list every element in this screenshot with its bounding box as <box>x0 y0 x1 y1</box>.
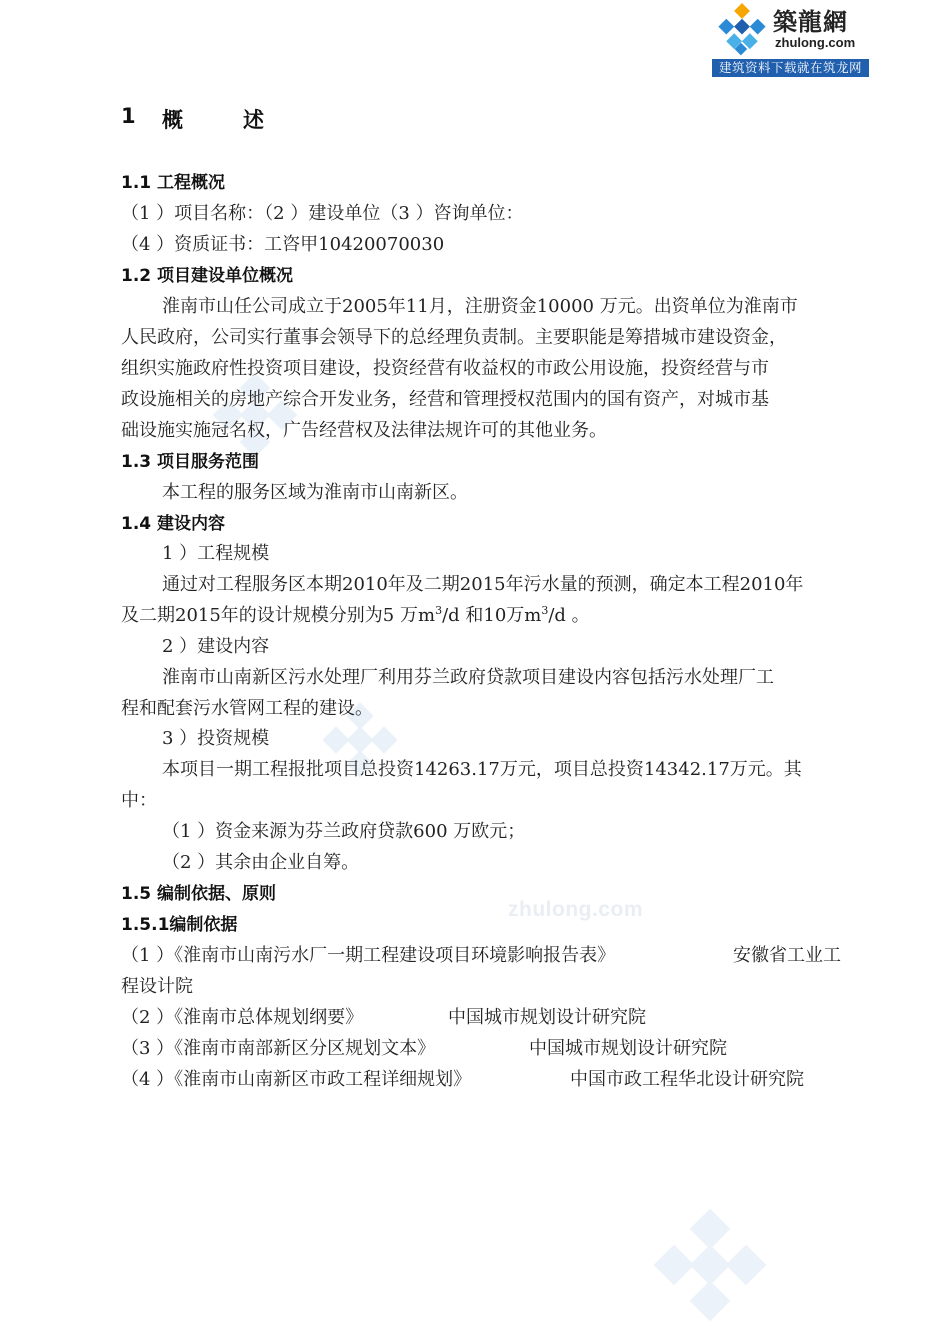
reference-item: （2 ）《淮南市总体规划纲要》 <box>121 1007 364 1028</box>
logo-slogan: 建筑资料下载就在筑龙网 <box>712 59 869 77</box>
subheading-scale: 1 ）工程规模 <box>162 543 270 564</box>
watermark-text: zhulong.com <box>508 898 643 921</box>
chapter-title-part2: 述 <box>243 108 264 132</box>
section-heading-1-1: 1.1 工程概况 <box>121 173 226 193</box>
zhulong-diamond-icon <box>713 2 771 58</box>
qualification-line: （4 ）资质证书：工咨甲10420070030 <box>121 234 445 255</box>
logo-panel <box>709 0 870 58</box>
capacity-text: /d 。 <box>548 605 590 626</box>
paragraph-line: 淮南市山南新区污水处理厂利用芬兰政府贷款项目建设内容包括污水处理厂工 <box>162 667 774 688</box>
chapter-title-part1: 概 <box>162 108 183 132</box>
logo-brand-name: 築龍網 <box>773 7 848 36</box>
paragraph-line: 政设施相关的房地产综合开发业务，经营和管理授权范围内的国有资产，对城市基 <box>121 389 769 410</box>
funding-item: （1 ）资金来源为芬兰政府贷款600 万欧元； <box>162 821 526 842</box>
section-heading-1-5: 1.5 编制依据、原则 <box>121 884 277 904</box>
funding-item: （2 ）其余由企业自筹。 <box>162 852 360 873</box>
reference-item-cont: 程设计院 <box>121 976 193 997</box>
reference-org: 中国城市规划设计研究院 <box>529 1038 727 1059</box>
logo-domain: zhulong.com <box>775 35 856 50</box>
superscript: 3 <box>541 604 549 617</box>
reference-item: （1 ）《淮南市山南污水厂一期工程建设项目环境影响报告表》 <box>121 945 616 966</box>
paragraph-line: 人民政府，公司实行董事会领导下的总经理负责制。主要职能是筹措城市建设资金， <box>121 327 787 348</box>
subheading-investment: 3 ）投资规模 <box>162 728 270 749</box>
reference-item: （3 ）《淮南市南部新区分区规划文本》 <box>121 1038 436 1059</box>
paragraph-line: 通过对工程服务区本期2010年及二期2015年污水量的预测，确定本工程2010年 <box>162 574 804 595</box>
watermark-logo-icon <box>650 1205 770 1325</box>
watermark-logo-icon <box>210 370 300 460</box>
paragraph-line: 中： <box>121 790 157 811</box>
section-heading-1-3: 1.3 项目服务范围 <box>121 452 260 472</box>
section-heading-1-5-1: 1.5.1编制依据 <box>121 915 238 935</box>
reference-item: （4 ）《淮南市山南新区市政工程详细规划》 <box>121 1069 472 1090</box>
section-heading-1-4: 1.4 建设内容 <box>121 514 226 534</box>
paragraph-line-capacity <box>121 604 590 628</box>
section-heading-1-2: 1.2 项目建设单位概况 <box>121 266 294 286</box>
superscript: 3 <box>435 604 443 617</box>
paragraph-line: 础设施实施冠名权，广告经营权及法律法规许可的其他业务。 <box>121 420 607 441</box>
paragraph-line: 本工程的服务区域为淮南市山南新区。 <box>162 482 468 503</box>
project-info-line: （1 ）项目名称：（2 ）建设单位（3 ）咨询单位： <box>121 203 524 224</box>
reference-org: 中国城市规划设计研究院 <box>448 1007 646 1028</box>
paragraph-line: 本项目一期工程报批项目总投资14263.17万元，项目总投资14342.17万元。其 <box>162 759 802 780</box>
paragraph-line: 程和配套污水管网工程的建设。 <box>121 698 373 719</box>
paragraph-line: 淮南市山任公司成立于2005年11月，注册资金10000 万元。出资单位为淮南市 <box>162 296 798 317</box>
subheading-content: 2 ）建设内容 <box>162 636 270 657</box>
reference-org: 中国市政工程华北设计研究院 <box>570 1069 804 1090</box>
zhulong-logo[interactable] <box>709 0 870 78</box>
chapter-number: 1 <box>121 104 136 128</box>
capacity-text: /d 和10万m <box>442 605 542 626</box>
capacity-text: 及二期2015年的设计规模分别为5 万m <box>121 605 436 626</box>
reference-org: 安徽省工业工 <box>733 945 841 966</box>
paragraph-line: 组织实施政府性投资项目建设，投资经营有收益权的市政公用设施，投资经营与市 <box>121 358 769 379</box>
